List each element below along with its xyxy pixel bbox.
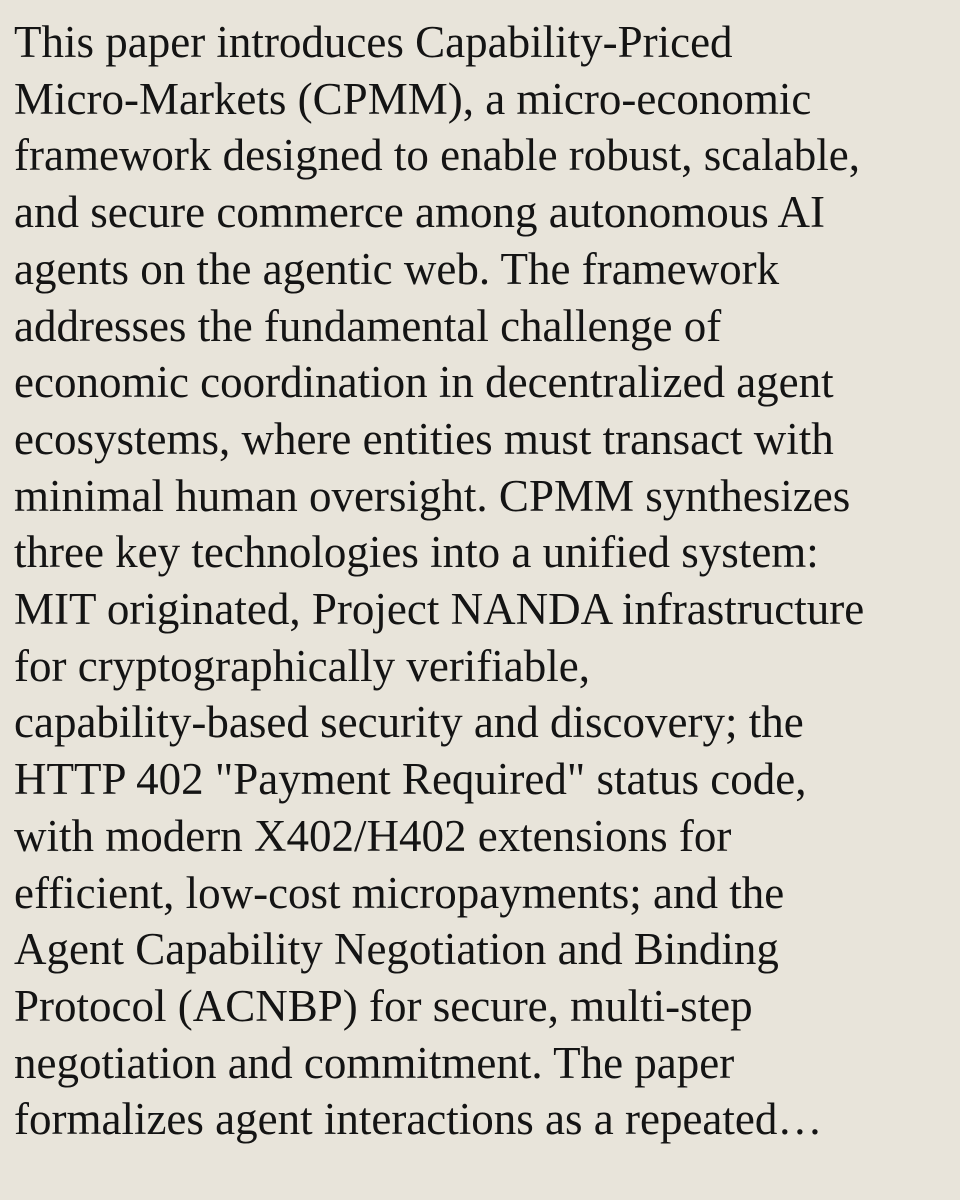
- abstract-line: agents on the agentic web. The framework: [14, 243, 780, 294]
- abstract-line: and secure commerce among autonomous AI: [14, 187, 825, 238]
- abstract-line: formalizes agent interactions as a repeated…: [14, 1094, 823, 1145]
- abstract-line: ecosystems, where entities must transact with: [14, 413, 834, 464]
- abstract-paragraph: [14, 14, 946, 1148]
- abstract-line: economic coordination in decentralized agent: [14, 357, 834, 408]
- abstract-line: addresses the fundamental challenge of: [14, 300, 722, 351]
- abstract-line: capability-based security and discovery; the: [14, 697, 804, 748]
- abstract-line: efficient, low-cost micropayments; and the: [14, 867, 785, 918]
- abstract-line: Agent Capability Negotiation and Binding: [14, 924, 779, 975]
- abstract-line: minimal human oversight. CPMM synthesizes: [14, 470, 851, 521]
- abstract-line: Protocol (ACNBP) for secure, multi-step: [14, 980, 753, 1031]
- abstract-line: with modern X402/H402 extensions for: [14, 810, 732, 861]
- abstract-line: This paper introduces Capability-Priced: [14, 17, 733, 67]
- abstract-line: MIT originated, Project NANDA infrastructure: [14, 584, 865, 635]
- abstract-line: negotiation and commitment. The paper: [14, 1037, 735, 1088]
- abstract-line: for cryptographically verifiable,: [14, 640, 590, 691]
- abstract-line: Micro-Markets (CPMM), a micro-economic: [14, 73, 812, 124]
- abstract-line: three key technologies into a unified system:: [14, 527, 819, 578]
- abstract-line: HTTP 402 "Payment Required" status code,: [14, 754, 807, 805]
- abstract-line: framework designed to enable robust, scalable,: [14, 130, 860, 181]
